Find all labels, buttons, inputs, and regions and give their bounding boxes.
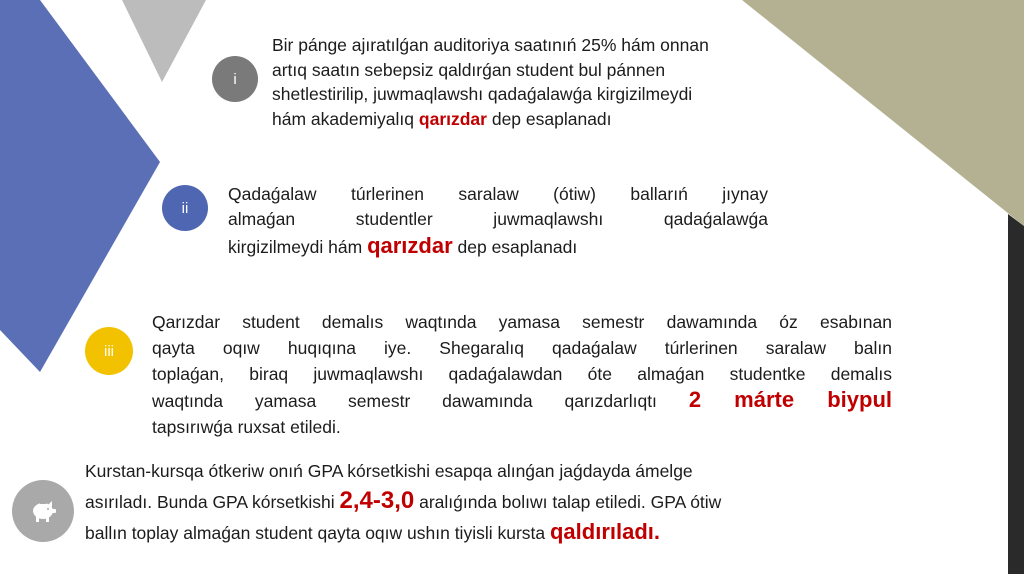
paragraph-iii-line: qayta oqıw huqıqına iye. Shegaralıq qadaǵalaw túrlerinen saralaw balın — [152, 338, 892, 358]
blue-diamond-shape — [0, 0, 160, 372]
text: dep esaplanadı — [452, 237, 578, 257]
paragraph-iii-line: toplaǵan, biraq juwmaqlawshı qadaǵalawdan óte almaǵan studentke demalıs — [152, 364, 892, 384]
badge-i — [212, 56, 258, 102]
text: dep esaplanadı — [486, 108, 612, 129]
paragraph-i-line-last — [272, 107, 832, 132]
gray-triangle-shape — [122, 0, 206, 82]
paragraph-i — [272, 33, 832, 131]
paragraph-i-line: shetlestirilip, juwmaqlawshı qadaǵalawǵa kirgizilmeydi — [272, 84, 693, 104]
dark-edge-shape — [1008, 214, 1024, 574]
text: waqtında yamasa semestr dawamında qarızdarlıqtı — [152, 391, 689, 411]
text: aralıǵında bolıwı talap etiledi. GPA ótiw — [414, 492, 722, 512]
text: ballın toplay almaǵan student qayta oqıw ushın tiyisli kursta — [85, 523, 550, 543]
highlight-qarizdar: qarızdar — [418, 108, 487, 129]
text: asırıladı. Bunda GPA kórsetkishi — [85, 492, 340, 512]
paragraph-ii — [228, 182, 768, 262]
paragraph-iii-line: Qarızdar student demalıs waqtında yamasa semestr dawamında óz esabınan — [152, 312, 892, 332]
piggy-bank-icon — [28, 498, 58, 524]
paragraph-iii-line — [152, 387, 892, 414]
highlight-qaldiriladi: qaldırıladı. — [549, 519, 661, 544]
badge-iii — [85, 327, 133, 375]
paragraph-gpa — [85, 456, 885, 548]
paragraph-i-line: Bir pánge ajıratılǵan auditoriya saatınıń 25% hám onnan — [272, 35, 709, 55]
badge-ii — [162, 185, 208, 231]
badge-piggy — [12, 480, 74, 542]
text: kirgizilmeydi hám — [228, 237, 368, 257]
badge-ii-label: ii — [181, 199, 189, 217]
highlight-gpa-range: 2,4-3,0 — [339, 487, 415, 514]
paragraph-i-line: artıq saatın sebepsiz qaldırǵan student bul pánnen — [272, 59, 666, 80]
text: hám akademiyalıq — [272, 108, 419, 129]
badge-i-label: i — [233, 70, 237, 88]
paragraph-gpa-line: Kurstan-kursqa ótkeriw onıń GPA kórsetkishi esapqa alınǵan jaǵdayda ámelge — [85, 461, 693, 481]
paragraph-ii-line-last — [228, 231, 768, 262]
paragraph-ii-line: almaǵan studentler juwmaqlawshı qadaǵalawǵa — [228, 208, 768, 229]
paragraph-gpa-line — [85, 486, 885, 517]
paragraph-iii — [152, 309, 892, 440]
paragraph-iii-line-last: tapsırıwǵa ruxsat etiledi. — [152, 417, 341, 437]
highlight-2-marte-biypul: 2 márte biypul — [688, 387, 892, 412]
highlight-qarizdar: qarızdar — [367, 233, 453, 258]
badge-iii-label: iii — [104, 342, 114, 360]
paragraph-gpa-line — [85, 517, 885, 548]
paragraph-ii-line: Qadaǵalaw túrlerinen saralaw (ótiw) ballarıń jıynay — [228, 184, 768, 204]
